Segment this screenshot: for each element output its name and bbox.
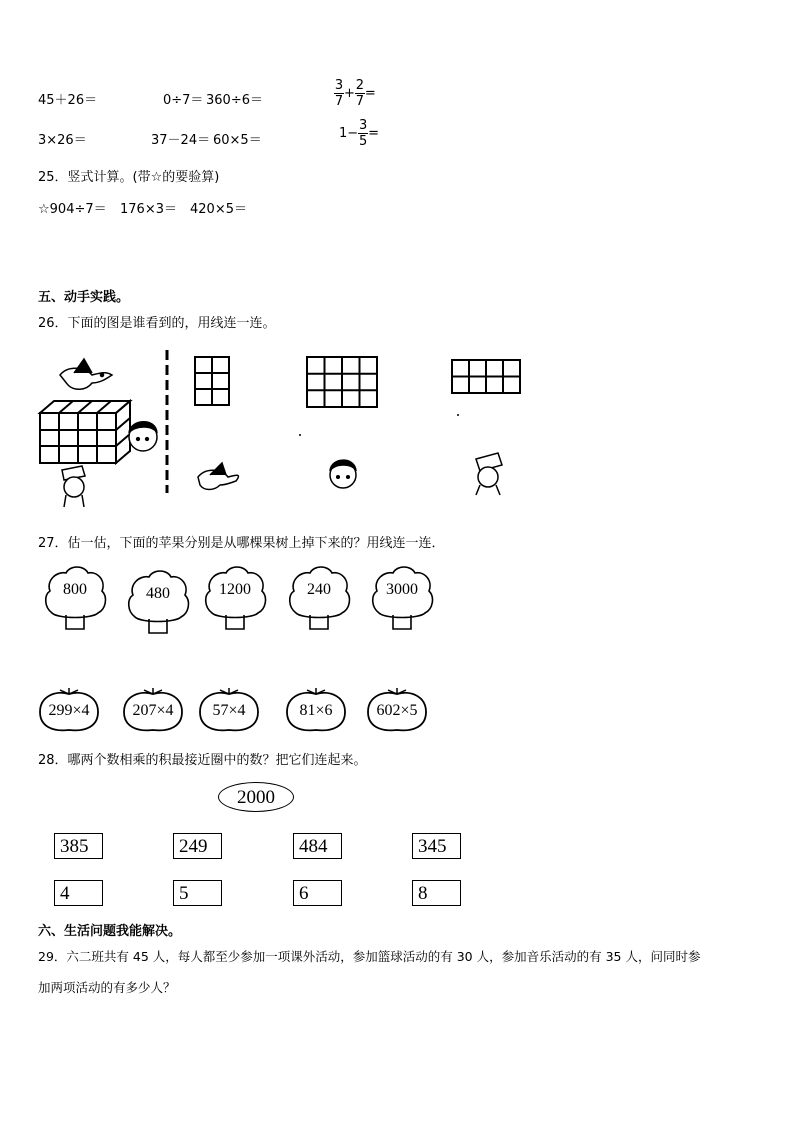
number-box-385: 385: [54, 833, 103, 859]
apple-expression: 57×4: [212, 702, 246, 719]
q29-line-1: 29．六二班共有 45 人，每人都至少参加一项课外活动，参加篮球活动的有 30 人，参加音乐活动的有 35 人，问同时参: [38, 949, 701, 964]
fraction-3-7: [334, 78, 344, 109]
view-grid-4x2: [452, 360, 520, 393]
apple-expression: 299×4: [48, 702, 90, 719]
girl-icon: [330, 460, 356, 488]
section-6-heading: 六、生活问题我能解决。: [38, 924, 182, 939]
apple-expression: 602×5: [376, 702, 418, 719]
fraction-addition: [334, 78, 376, 109]
apple-602x5: [364, 686, 430, 734]
number-box-345: 345: [412, 833, 461, 859]
bird-icon: [60, 359, 112, 389]
view-grid-2x3: [195, 357, 229, 405]
apple-expression: 81×6: [299, 702, 333, 719]
tree-value: 1200: [219, 581, 251, 598]
target-number-oval: 2000: [218, 782, 294, 812]
apple-207x4: [120, 686, 186, 734]
tree-icon: [369, 563, 435, 635]
apple-57x4: [196, 686, 262, 734]
numerator: 2: [355, 78, 365, 93]
tree-3000: [369, 563, 435, 635]
bird-icon: [198, 463, 238, 490]
calc-360-div-6: 360÷6＝: [206, 93, 263, 108]
q29-line-2: 加两项活动的有多少人？: [38, 980, 176, 995]
number-box-5: 5: [173, 880, 222, 906]
apple-expression: 207×4: [132, 702, 174, 719]
calc-60-times-5: 60×5＝: [213, 133, 262, 148]
boy-icon: [62, 466, 85, 507]
tree-icon: [125, 567, 191, 639]
girl-icon: [129, 422, 157, 451]
denominator: 7: [355, 94, 365, 109]
q25-item-176-times-3: 176×3＝: [120, 202, 177, 217]
tree-value: 3000: [386, 581, 418, 598]
fraction-subtraction: [339, 118, 379, 149]
equals-sign: =: [364, 86, 376, 101]
plus-sign: +: [344, 86, 355, 101]
calc-3-times-26: 3×26＝: [38, 133, 87, 148]
fraction-3-5: [358, 118, 368, 149]
q28-title: 28．哪两个数相乘的积最接近圈中的数？把它们连起来。: [38, 753, 367, 768]
q26-figure: [30, 345, 570, 510]
number-box-4: 4: [54, 880, 103, 906]
q25-item-420-times-5: 420×5＝: [190, 202, 247, 217]
boy-icon: [476, 453, 502, 495]
equals-sign: =: [368, 126, 380, 141]
number-box-6: 6: [293, 880, 342, 906]
tree-value: 240: [307, 581, 331, 598]
tree-value: 480: [146, 585, 170, 602]
tree-240: [286, 563, 352, 635]
tree-800: [42, 563, 108, 635]
numerator: 3: [334, 78, 344, 93]
tree-icon: [42, 563, 108, 635]
tree-icon: [202, 563, 268, 635]
number-box-249: 249: [173, 833, 222, 859]
tree-1200: [202, 563, 268, 635]
apple-81x6: [283, 686, 349, 734]
calc-45-plus-26: 45＋26＝: [38, 93, 98, 108]
calc-37-minus-24: 37－24＝: [151, 133, 211, 148]
q26-title: 26．下面的图是谁看到的，用线连一连。: [38, 316, 276, 331]
q25-item-904-div-7: ☆904÷7＝: [38, 202, 107, 217]
one-minus: 1−: [339, 126, 359, 141]
section-5-heading: 五、动手实践。: [38, 290, 130, 305]
denominator: 7: [334, 94, 344, 109]
q25-title: 25．竖式计算。(带☆的要验算): [38, 170, 220, 185]
apple-299x4: [36, 686, 102, 734]
tree-value: 800: [63, 581, 87, 598]
denominator: 5: [359, 134, 368, 149]
number-box-8: 8: [412, 880, 461, 906]
number-box-484: 484: [293, 833, 342, 859]
q27-title: 27．估一估，下面的苹果分别是从哪棵果树上掉下来的？用线连一连．: [38, 536, 445, 551]
cube-stack-icon: [40, 401, 130, 463]
fraction-2-7: [355, 78, 365, 109]
calc-0-div-7: 0÷7＝: [163, 93, 204, 108]
numerator: 3: [359, 118, 368, 133]
tree-icon: [286, 563, 352, 635]
tree-480: [125, 567, 191, 639]
view-grid-4x3: [307, 357, 377, 407]
